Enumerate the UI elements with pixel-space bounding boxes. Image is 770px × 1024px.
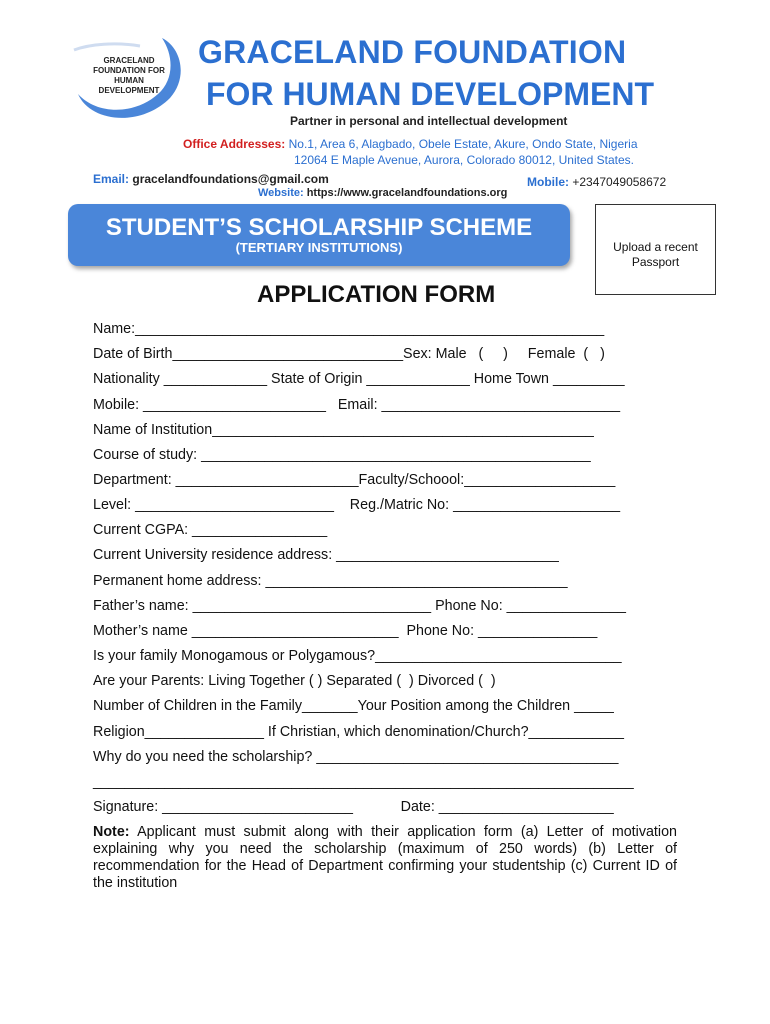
- logo-text-line: FOUNDATION FOR: [93, 66, 165, 75]
- field-course[interactable]: Course of study: _________________________________________________: [93, 447, 591, 463]
- note-label: Note:: [93, 824, 130, 840]
- field-home-address[interactable]: Permanent home address: ______________________________________: [93, 573, 568, 589]
- email-line: [93, 172, 329, 186]
- mobile-value: +2347049058672: [572, 175, 667, 189]
- logo-text-line: GRACELAND: [103, 56, 155, 65]
- email-label: Email:: [93, 172, 130, 186]
- logo-text: [84, 56, 174, 96]
- logo-text-line: HUMAN: [114, 76, 144, 85]
- field-parents-status[interactable]: Are your Parents: Living Together ( ) Separated ( ) Divorced ( ): [93, 673, 496, 689]
- field-mother[interactable]: Mother’s name __________________________ Phone No: _______________: [93, 623, 598, 639]
- banner-title: STUDENT’S SCHOLARSHIP SCHEME: [105, 214, 533, 241]
- org-name-line2: FOR HUMAN DEVELOPMENT: [206, 76, 654, 112]
- passport-label-line2: Passport: [631, 255, 680, 269]
- field-residence[interactable]: Current University residence address: ____________________________: [93, 547, 559, 563]
- website-line: [258, 187, 507, 199]
- field-cgpa[interactable]: Current CGPA: _________________: [93, 522, 328, 538]
- foundation-logo: [70, 36, 188, 126]
- mobile-label: Mobile:: [527, 175, 569, 189]
- field-dob-sex[interactable]: Date of Birth_____________________________Sex: Male ( ) Female ( ): [93, 346, 605, 362]
- field-institution[interactable]: Name of Institution________________________________________________: [93, 422, 594, 438]
- field-level[interactable]: Level: _________________________ Reg./Matric No: _____________________: [93, 497, 621, 513]
- office-address-line1: [183, 137, 638, 151]
- submission-note: [93, 824, 677, 892]
- passport-label-line1: Upload a recent: [613, 240, 698, 254]
- field-mobile-email[interactable]: Mobile: _______________________ Email: ______________________________: [93, 397, 621, 413]
- field-signature-date[interactable]: Signature: ________________________ Date: ______________________: [93, 799, 614, 815]
- mobile-line: [527, 175, 666, 189]
- field-name[interactable]: Name:___________________________________________________________: [93, 321, 605, 337]
- field-religion[interactable]: Religion_______________ If Christian, which denomination/Church?____________: [93, 724, 624, 740]
- scheme-banner: [68, 204, 570, 266]
- org-name-line1: GRACELAND FOUNDATION: [198, 34, 627, 70]
- field-reason[interactable]: Why do you need the scholarship? ______________________________________: [93, 749, 619, 765]
- passport-photo-label: [596, 240, 715, 270]
- website-value[interactable]: https://www.gracelandfoundations.org: [306, 187, 508, 199]
- note-text: Applicant must submit along with their application form (a) Letter of motivation explaining why you need the scholarship (maximum of 250 words) (b) Letter of recommendation for the Head of Department confirming your studentship (c) Current ID of the institution: [93, 824, 677, 891]
- tagline: Partner in personal and intellectual development: [290, 114, 568, 128]
- website-label: Website:: [258, 187, 304, 199]
- field-children[interactable]: Number of Children in the Family_______Your Position among the Children _____: [93, 698, 614, 714]
- office-address2: 12064 E Maple Avenue, Aurora, Colorado 80012, United States.: [294, 153, 635, 167]
- field-reason-continued[interactable]: ____________________________________________________________________: [93, 774, 634, 790]
- logo-text-line: DEVELOPMENT: [98, 86, 160, 95]
- field-nationality[interactable]: Nationality _____________ State of Origin _____________ Home Town _________: [93, 371, 625, 387]
- email-value[interactable]: gracelandfoundations@gmail.com: [132, 172, 329, 186]
- passport-photo-box[interactable]: [595, 204, 716, 295]
- office-label: Office Addresses:: [183, 137, 286, 151]
- field-father[interactable]: Father’s name: ______________________________ Phone No: _______________: [93, 598, 626, 614]
- office-address1: No.1, Area 6, Alagbado, Obele Estate, Akure, Ondo State, Nigeria: [288, 137, 638, 151]
- field-family-type[interactable]: Is your family Monogamous or Polygamous?_______________________________: [93, 648, 622, 664]
- form-title: APPLICATION FORM: [257, 281, 496, 308]
- banner-subtitle: (TERTIARY INSTITUTIONS): [235, 240, 403, 255]
- field-department[interactable]: Department: _______________________Faculty/Schoool:___________________: [93, 472, 616, 488]
